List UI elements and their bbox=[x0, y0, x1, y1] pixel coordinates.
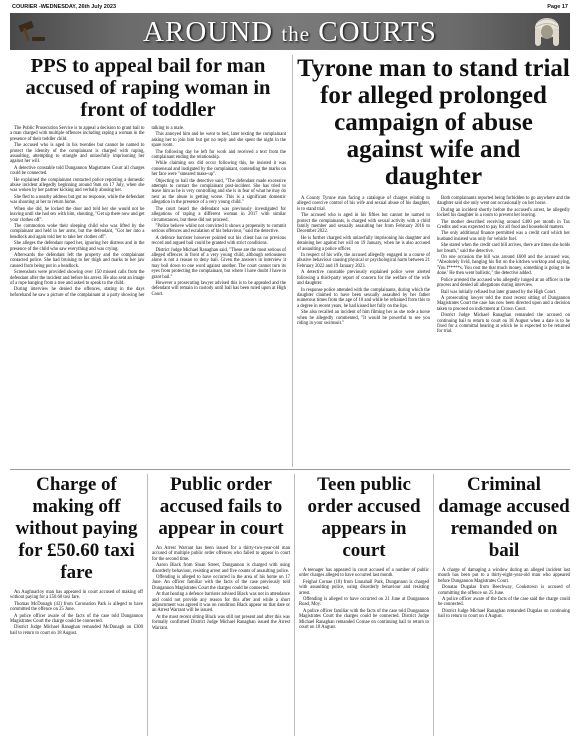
article-paragraph: She fled to a nearby address but got no response, while the defendant was shouting at her to return home. bbox=[10, 194, 145, 206]
article-paragraph: A County Tyrone man facing a catalogue of charges relating to alleged coercive control of his wife and sexual abuse of his daughter, is to stand trial. bbox=[297, 196, 430, 212]
article-taxi-fare bbox=[10, 474, 143, 736]
article-paragraph: On one occasion the bill was around £600 and the accused was, "Absolutely livid, banging his fist on the kitchen worktop and saying, 'You f*****s. You cost me that much money, something is going to be done.' He then went ballistic," the detective added. bbox=[437, 255, 570, 277]
article-paragraph: Bail was initially refused but later granted by the High Court. bbox=[441, 289, 557, 295]
article-paragraph: He explained the complainant contacted police reporting a domestic abuse incident allegedly beginning around 9am on 17 July, when she was woken by her partner kicking and verbally abusing her. bbox=[10, 177, 145, 194]
article-bail-appeal bbox=[10, 55, 286, 467]
article-body bbox=[438, 568, 570, 620]
article-headline: Charge of making off without paying for £50.60 taxi fare bbox=[15, 474, 138, 583]
article-paragraph: A detective constable told Dungannon Magistrates Court all charges could be connected. bbox=[10, 165, 145, 177]
article-headline: Tyrone man to stand trial for alleged prolonged campaign of abuse against wife and daughter bbox=[297, 55, 570, 190]
article-headline: Criminal damage accused remanded on bail bbox=[438, 474, 570, 561]
article-paragraph: A detective constable previously explained police were alerted following a third-party report of concern for the welfare of the wife and daughter. bbox=[297, 270, 430, 287]
article-body bbox=[10, 126, 286, 298]
article-headline: PPS to appeal bail for man accused of raping woman in front of toddler bbox=[25, 55, 271, 121]
article-paragraph: Objecting to bail the detective said, "The defendant made excessive attempts to contact the complainant post-incident. She has tried to leave him as he is very controlling and she is in fear of what he may do next as the abuse is getting worse. This is a significant domestic allegation in the presence of a very young child." bbox=[151, 178, 286, 206]
article-paragraph: The Public Prosecution Service is to appeal a decision to grant bail to a man charged with multiple offences including raping a woman in the presence of their toddler child. bbox=[10, 126, 145, 142]
article-paragraph: When she did, he locked the door and told her she would not be leaving until she had sex with him, shouting, "Get up there now and get your clothes off". bbox=[10, 206, 145, 223]
article-paragraph: This annoyed him and he went to bed, later texting the complainant asking her to join him but got no reply and she spent the night in the spare room. bbox=[151, 132, 286, 149]
article-paragraph: In response police attended with the complainants, during which the daughter claimed to have been sexually assaulted by her father numerous times from the age of 10 and while he refrained from this to a degree in recent years, he had kissed her fully on the lips. bbox=[297, 287, 430, 309]
publication-date: COURIER -WEDNESDAY, 26th July 2023 bbox=[12, 4, 117, 10]
article-paragraph: The court heard the defendant was previously investigated for allegations of raping a different woman in 2017 with similar circumstances, but these did not proceed. bbox=[151, 206, 286, 223]
article-paragraph: Afterwards the defendant left the property and the complainant contacted police. She had bruising to her thigh and marks to her jaw caused from being put in a headlock. bbox=[10, 252, 145, 269]
banner-word-the: the bbox=[281, 22, 311, 46]
article-paragraph: The commotion woke their sleeping child who was lifted by the complainant and held in her arms, but the defendant, "Got her into a headlock and again told her to take her clothes off". bbox=[10, 223, 145, 240]
article-paragraph: The accused who is aged in his fifties but cannot be named to protect the complainants, is charged with sexual activity with a child family member and sexually assaulting her from February 2016 to December 2022. bbox=[297, 213, 430, 235]
article-public-order-warrant bbox=[147, 474, 290, 736]
article-headline: Teen public order accused appears in court bbox=[307, 474, 421, 561]
article-paragraph: "Police believe whilst not convicted it shows a propensity to commit serious offences and escalation of his behaviour, "said the detective. bbox=[151, 223, 286, 235]
article-paragraph: While claiming sex did occur following this, he insisted it was consensual and instigated by the complainant, contending the marks on her face were "smeared make-up". bbox=[151, 161, 286, 178]
article-paragraph: An Aughnacloy man has appeared in court accused of making off without paying for a £50.60 taxi fare. bbox=[10, 590, 143, 601]
judge-wig-icon bbox=[530, 15, 564, 48]
article-paragraph: A police officer familiar with the facts of the case told Dungannon Magistrates Court the charges could be connected. District Judge Michael Ranaghan remanded Cornae on continuing bail to return to court on 18 August. bbox=[299, 608, 429, 631]
article-paragraph: District Judge Michael Ranaghan remanded the accused on continuing bail to return to court on 18 August when a date is to be fixed for a committal hearing at which he is expected to be returned for trial. bbox=[437, 313, 570, 335]
article-paragraph: The mother described receiving around £400 per month in Tax Credits and was expected to pay for all food and household matters. bbox=[437, 219, 570, 231]
article-paragraph: Both complainants reported being forbidden to go anywhere and the daughter said she only went out occasionally on her horse. bbox=[437, 196, 570, 207]
article-paragraph: District Judge Michael Ranaghan said, "These are the most serious of alleged offences in front of a very young child, although seriousness alone is not a reason to deny bail. Given the answers in interview it may boil down to one word against another. The court cannot turn its eyes from protecting the complainant, but where I have doubt I have to grant bail." bbox=[151, 247, 286, 280]
article-paragraph: Screenshots were provided showing over 150 missed calls from the defendant after the incident and before his arrest. He also sent an image of a rope hanging from a tree and asked to speak to the child. bbox=[10, 270, 145, 286]
article-paragraph: However a prosecuting lawyer advised this is to be appealed and the defendant will remain in custody until bail has been ruled upon at High Court. bbox=[151, 280, 286, 297]
article-paragraph: The accused who is aged in his twenties but cannot be named to protect the identity of the complainant is charged with raping, assaulting, attempting to strangle and unlawfully imprisoning her against her will. bbox=[10, 143, 145, 165]
article-body bbox=[297, 196, 570, 335]
article-paragraph: Feighal Cornae (18) from Linnahall Park, Dungannon is charged with assaulting police, using disorderly behaviour and resisting arrest. bbox=[299, 579, 429, 596]
article-paragraph: A police officer aware of the facts of the case told Dungannon Magistrates Court the charge could be connected. bbox=[10, 613, 143, 625]
article-paragraph: District Judge Michael Ranaghan remanded McDonagh on £300 bail to return to court on 18 August. bbox=[10, 625, 143, 636]
article-paragraph: Aaron Black from Sloan Street, Dungannon is charged with using disorderly behaviour, resisting arrest and five counts of assaulting police. bbox=[152, 563, 290, 574]
article-paragraph: She also recalled an incident of him filming her as she rode a horse when he allegedly commented, "It would be powerful to see you riding in your swimsuit." bbox=[297, 310, 430, 326]
article-teen-public-order bbox=[294, 474, 429, 736]
article-paragraph: Donatas Dugalas from Beechway, Cookstown is accused of committing the offence on 25 June. bbox=[438, 585, 570, 596]
article-paragraph: Offending is alleged to have occurred on 21 June at Dungannon Road, Moy. bbox=[299, 597, 429, 608]
article-body bbox=[299, 568, 429, 630]
article-paragraph: In respect of his wife, the accused allegedly engaged in a course of abusive behaviour causing physical or psychological harm between 21 February 2022 and 19 January 2023. bbox=[297, 253, 430, 269]
page-number: Page 17 bbox=[547, 4, 568, 10]
section-divider bbox=[10, 469, 570, 470]
article-paragraph: The following day he left for work and received a text from the complainant ending the relationship. bbox=[151, 149, 286, 161]
article-paragraph: She stated when the credit card bill arrives, there are times she holds her breath," said the detective. bbox=[437, 243, 570, 254]
banner-word-courts: COURTS bbox=[318, 16, 437, 48]
article-body bbox=[10, 590, 143, 636]
article-paragraph: Offending is alleged to have occurred in the area of his home on 17 June. An officer familiar with the facts of the case previously told Dungannon Magistrates Court the charges could be connected. bbox=[152, 575, 290, 591]
article-paragraph: The only additional finance permitted was a credit card which her husband insisted was only for vehicle fuel. bbox=[437, 231, 570, 242]
article-paragraph: Thomas McDonagh (43) from Coronation Park is alleged to have committed the offence on 25 June. bbox=[10, 601, 143, 613]
article-paragraph: At the most recent sitting Black was still not present and after this was formally confirmed District Judge Michael Ranaghan issued the Arrest Warrant. bbox=[152, 614, 290, 631]
banner-word-around: AROUND bbox=[143, 16, 274, 48]
article-criminal-damage bbox=[433, 474, 570, 736]
page-header bbox=[12, 4, 568, 10]
article-paragraph: He is further charged with unlawfully imprisoning his daughter and detaining her against her will on 19 January, when he is also accused of assaulting a police officer. bbox=[297, 235, 430, 252]
article-paragraph: During an incident shortly before the accused's arrest, he allegedly locked his daughter in a room to prevent her leaving. bbox=[437, 207, 570, 219]
article-body bbox=[152, 546, 290, 631]
article-paragraph: A defence barrister however pointed out his client has no previous record and argued bail could be granted with strict conditions. bbox=[151, 235, 286, 247]
article-paragraph: A police officer aware of the facts of the case said the charge could be connected. bbox=[438, 597, 570, 608]
article-paragraph: During interview he denied the offences, stating in the days beforehand he saw a picture of the complainant at a party showing her talking to a male. bbox=[10, 126, 185, 298]
article-paragraph: She alleges the defendant raped her, ignoring her distress and in the presence of the child who saw everything and was crying. bbox=[10, 241, 145, 252]
article-paragraph: District Judge Michael Ranaghan remanded Dugalas on continuing bail to return to court on 4 August. bbox=[438, 608, 570, 620]
article-tyrone-trial bbox=[292, 55, 570, 467]
banner-title bbox=[10, 16, 570, 49]
article-headline: Public order accused fails to appear in court bbox=[158, 474, 284, 539]
article-paragraph: A prosecuting lawyer told the most recent sitting of Dungannon Magistrates Court the case has now been directed upon and a decision taken to proceed on indictment at Crown Court. bbox=[437, 295, 570, 312]
article-paragraph: A charge of damaging a window during an alleged incident last month has been put to a thirty-eight-year-old man who appeared before Dungannon Magistrates Court. bbox=[438, 568, 570, 584]
article-paragraph: An Arrest Warrant has been issued for a thirty-two-year-old man accused of multiple public order offences who failed to appear in court for the second time. bbox=[152, 546, 290, 562]
article-paragraph: A teenager has appeared in court accused of a number of public order charges alleged to have occurred last month. bbox=[299, 568, 429, 579]
article-paragraph: At that hearing a defence barrister advised Black was not in attendance and could not provide any reason for this after and while a short adjournment was agreed it was on condition Black appear on that date or an Arrest Warrant will be issued. bbox=[152, 592, 290, 614]
article-paragraph: Police arrested the accused who allegedly lunged at an officer in the process and denied all allegations during interview. bbox=[437, 277, 570, 289]
section-banner bbox=[10, 13, 570, 50]
